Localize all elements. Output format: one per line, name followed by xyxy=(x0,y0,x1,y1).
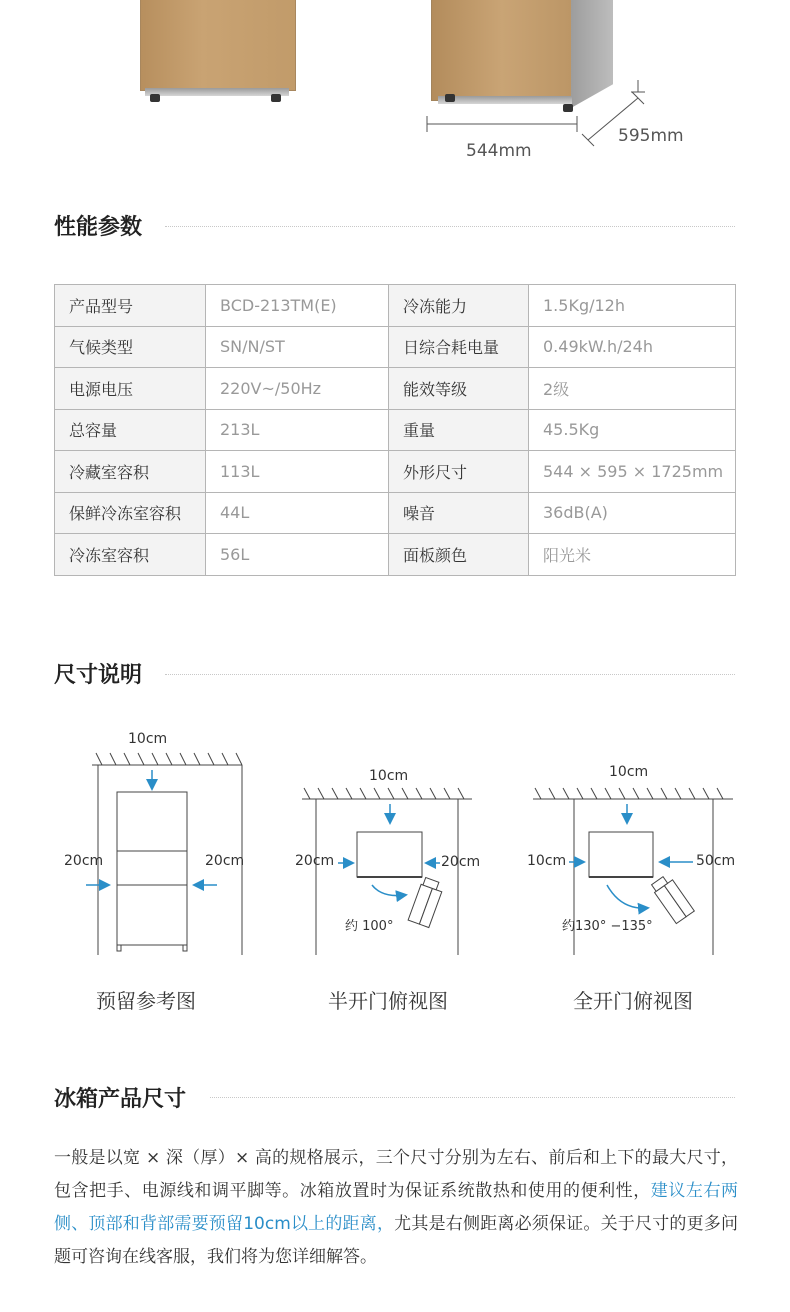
section-title-product-size: 冰箱产品尺寸 xyxy=(54,1087,187,1112)
spec-key: 冷冻能力 xyxy=(389,285,529,327)
width-label: 544mm xyxy=(466,141,532,161)
spec-table xyxy=(54,284,736,576)
spec-row xyxy=(55,409,736,451)
spec-row xyxy=(55,492,736,534)
spec-value: 2级 xyxy=(529,368,736,410)
spec-value: 1.5Kg/12h xyxy=(529,285,736,327)
half-open-top-label: 10cm xyxy=(369,768,409,784)
diagram-caption: 预留参考图 xyxy=(96,989,196,1013)
spec-key: 外形尺寸 xyxy=(389,451,529,493)
description-highlight: 建议左右两侧、顶部和背部需要预留10cm以上的距离， xyxy=(54,1181,739,1234)
spec-value: 213L xyxy=(206,409,389,451)
spec-value: 0.49kW.h/24h xyxy=(529,326,736,368)
half-open-angle-label: 约 100° xyxy=(345,919,394,934)
spec-row xyxy=(55,326,736,368)
clearance-right-label: 20cm xyxy=(205,853,245,869)
spec-value: 36dB(A) xyxy=(529,492,736,534)
full-open-left-label: 10cm xyxy=(527,853,567,869)
spec-key: 气候类型 xyxy=(55,326,206,368)
spec-row xyxy=(55,534,736,576)
spec-value: 阳光米 xyxy=(529,534,736,576)
section-divider xyxy=(165,674,735,675)
description-text: 一般是以宽 × 深（厚）× 高的规格展示，三个尺寸分别为左右、前后和上下的最大尺寸，包含把手、电源线和调平脚等。冰箱放置时为保证系统散热和使用的便利性， xyxy=(54,1148,738,1201)
fridge-foot xyxy=(150,94,160,102)
section-title-size: 尺寸说明 xyxy=(54,663,143,688)
spec-key: 电源电压 xyxy=(55,368,206,410)
clearance-left-label: 20cm xyxy=(64,853,104,869)
spec-key: 能效等级 xyxy=(389,368,529,410)
spec-value: SN/N/ST xyxy=(206,326,389,368)
spec-value: 56L xyxy=(206,534,389,576)
fridge-front-base xyxy=(145,88,289,96)
dimension-lines xyxy=(420,80,700,170)
spec-key: 冷藏室容积 xyxy=(55,451,206,493)
spec-value: 220V~/50Hz xyxy=(206,368,389,410)
spec-key: 总容量 xyxy=(55,409,206,451)
full-open-top-label: 10cm xyxy=(609,764,649,780)
spec-key: 产品型号 xyxy=(55,285,206,327)
full-open-right-label: 50cm xyxy=(696,853,736,869)
spec-value: BCD-213TM(E) xyxy=(206,285,389,327)
half-open-left-label: 20cm xyxy=(295,853,335,869)
spec-key: 冷冻室容积 xyxy=(55,534,206,576)
clearance-top-label: 10cm xyxy=(128,731,168,747)
product-size-description xyxy=(54,1142,738,1274)
diagram-caption: 半开门俯视图 xyxy=(328,989,448,1013)
spec-key: 噪音 xyxy=(389,492,529,534)
half-open-right-label: 20cm xyxy=(441,854,481,870)
clearance-front-diagram xyxy=(60,730,260,970)
fridge-front-image xyxy=(140,0,296,91)
section-title-performance: 性能参数 xyxy=(54,215,143,240)
full-open-angle-label: 约130° −135° xyxy=(562,919,653,934)
spec-key: 面板颜色 xyxy=(389,534,529,576)
fridge-foot xyxy=(271,94,281,102)
spec-value: 544 × 595 × 1725mm xyxy=(529,451,736,493)
spec-key: 重量 xyxy=(389,409,529,451)
spec-value: 113L xyxy=(206,451,389,493)
spec-key: 保鲜冷冻室容积 xyxy=(55,492,206,534)
spec-row xyxy=(55,285,736,327)
spec-key: 日综合耗电量 xyxy=(389,326,529,368)
section-divider xyxy=(210,1097,735,1098)
section-divider xyxy=(165,226,735,227)
depth-label: 595mm xyxy=(618,126,684,146)
spec-row xyxy=(55,368,736,410)
description-text: 尤其是右侧距离必须保证。关于尺寸的更多问题可咨询在线客服，我们将为您详细解答。 xyxy=(54,1214,738,1267)
diagram-caption: 全开门俯视图 xyxy=(573,989,693,1013)
spec-row xyxy=(55,451,736,493)
spec-value: 44L xyxy=(206,492,389,534)
spec-value: 45.5Kg xyxy=(529,409,736,451)
